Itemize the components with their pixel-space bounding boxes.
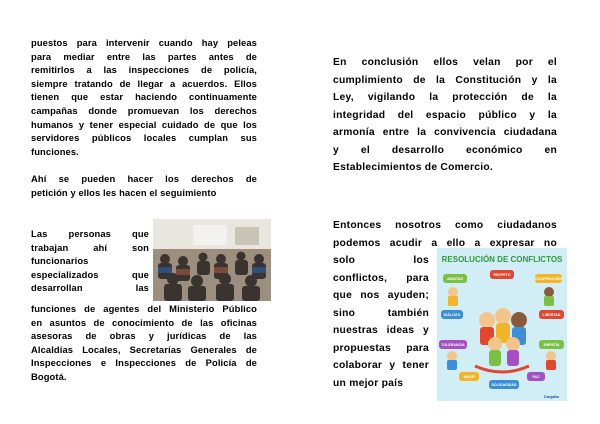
text-line: petición y ellos les hacen el seguimiento xyxy=(31,186,217,198)
text-line: Alcaldías Locales, Secretarías Generales de xyxy=(31,343,257,355)
left-paragraph-3-side xyxy=(31,227,149,295)
text-line: Entonces nosotros como ciudadanos xyxy=(333,220,557,231)
text-line: campañas donde promuevan los derechos xyxy=(31,104,257,116)
text-line: puestos para intervenir cuando hay peleas xyxy=(31,37,257,48)
text-line: sino también xyxy=(333,307,429,319)
poster-label: COOPERACIÓN xyxy=(534,277,563,281)
text-line: remitirlos a las inspecciones de policía, xyxy=(31,64,257,76)
conflict-resolution-poster xyxy=(437,248,567,401)
text-line: que nos ayuden; xyxy=(333,290,429,301)
text-line: funciones de agentes del Ministerio Público xyxy=(31,303,257,314)
text-line: conflictos, para xyxy=(333,272,429,284)
text-line: siempre tratando de llegar a acuerdos. Ellos xyxy=(31,77,257,89)
left-paragraph-3-full xyxy=(31,302,257,384)
text-line: para mediar entre las partes antes de xyxy=(31,50,257,62)
poster-label: LIBERTAD xyxy=(542,313,561,317)
text-line: especializados que xyxy=(31,268,149,280)
text-line: Ley, vigilando la protección de la xyxy=(333,92,557,103)
text-line: armonía entre la convivencia ciudadana xyxy=(333,127,557,138)
text-line: servidores públicos locales cumplan sus xyxy=(31,132,257,144)
text-line: tienen que estar haciendo continuamente xyxy=(31,91,257,103)
text-line: Ahí se pueden hacer los derechos de xyxy=(31,173,257,184)
text-line: podemos acudir a ello a expresar no xyxy=(333,237,557,249)
poster-title: RESOLUCIÓN DE CONFLICTOS xyxy=(441,255,563,264)
poster-label: DIÁLOGO xyxy=(443,313,461,317)
poster-label: EMPATÍA xyxy=(543,343,560,347)
poster-logo: Coquito xyxy=(543,394,559,399)
poster-label: PAZ xyxy=(532,375,540,379)
text-line: Las personas que xyxy=(31,228,149,239)
text-line: propuestas para xyxy=(333,342,429,354)
meeting-photo xyxy=(153,219,271,301)
text-line: colaborar y tener xyxy=(333,360,429,371)
text-line: y el desarrollo económico en xyxy=(333,144,557,156)
text-line: funciones. xyxy=(31,145,79,157)
text-line: Bogotá. xyxy=(31,370,67,382)
text-line: trabajan ahí son xyxy=(31,241,149,253)
right-paragraph-1 xyxy=(333,54,557,177)
text-line: En conclusión ellos velan por el xyxy=(333,57,557,68)
text-line: en asuntos de conocimiento de las oficinas xyxy=(31,316,257,328)
poster-label: AMOR xyxy=(463,375,475,379)
left-paragraph-2 xyxy=(31,172,257,199)
poster-label: AMISTAD xyxy=(446,277,464,281)
poster-label: RESPETO xyxy=(493,273,511,277)
right-paragraph-2-full xyxy=(333,217,557,252)
text-line: Inspecciones e Inspecciones de Policía de xyxy=(31,357,257,369)
poster-label: TOLERANCIA xyxy=(441,343,465,347)
text-line: nuestras ideas y xyxy=(333,325,429,336)
text-line: asesoras de obras y jurídicas de las xyxy=(31,330,257,342)
conflict-resolution-poster-icon xyxy=(437,248,567,401)
text-line: funcionarios xyxy=(31,255,89,267)
meeting-photo-icon xyxy=(153,219,271,301)
text-line: desarrollan las xyxy=(31,282,149,294)
text-line: integridad del espacio público y la xyxy=(333,109,557,121)
text-line: humanos y tener especial cuidado de que los xyxy=(31,118,257,130)
right-paragraph-2-side xyxy=(333,252,429,392)
text-line: solo los xyxy=(333,255,429,266)
text-line: Establecimientos de Comercio. xyxy=(333,162,494,173)
text-line: un mejor país xyxy=(333,377,404,389)
text-line: cumplimiento de la Constitución y la xyxy=(333,74,557,86)
left-paragraph-1 xyxy=(31,36,257,158)
poster-label: SOLIDARIDAD xyxy=(491,383,517,387)
